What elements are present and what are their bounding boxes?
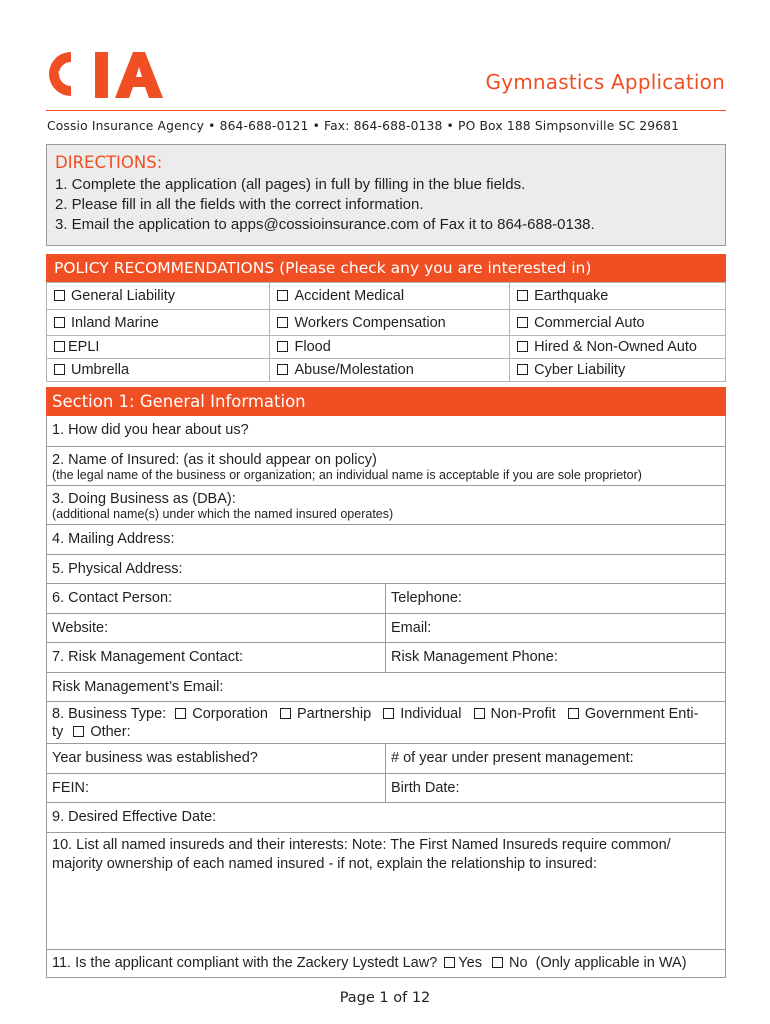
policy-recommendations-heading: POLICY RECOMMENDATIONS (Please check any you are interested in) — [46, 254, 726, 282]
checkbox-icon[interactable] — [517, 317, 528, 328]
checkbox-icon[interactable] — [54, 317, 65, 328]
checkbox-icon[interactable] — [517, 341, 528, 352]
checkbox-icon[interactable] — [54, 341, 65, 352]
header-divider — [46, 110, 726, 111]
checkbox-icon[interactable] — [517, 290, 528, 301]
risk-management-contact-field[interactable]: 7. Risk Management Contact: — [47, 643, 386, 672]
policy-option[interactable]: Commercial Auto — [510, 310, 726, 336]
dba-note: (additional name(s) under which the named insured operates) — [52, 507, 394, 521]
risk-management-phone-field[interactable]: Risk Management Phone: — [391, 649, 558, 665]
policy-option[interactable]: Inland Marine — [47, 310, 270, 336]
how-heard-field[interactable]: 1. How did you hear about us? — [52, 422, 249, 438]
direction-line: 3. Email the application to apps@cossioinsurance.com of Fax it to 864-688-0138. — [55, 216, 595, 233]
checkbox-icon[interactable] — [54, 364, 65, 375]
cia-logo — [47, 48, 179, 100]
checkbox-icon[interactable] — [568, 708, 579, 719]
effective-date-field[interactable]: 9. Desired Effective Date: — [52, 809, 217, 825]
business-type-government-cont: ty — [52, 724, 64, 740]
checkbox-icon[interactable] — [54, 290, 65, 301]
checkbox-icon[interactable] — [277, 290, 288, 301]
checkbox-icon[interactable] — [280, 708, 291, 719]
directions-box — [46, 144, 726, 246]
birth-date-field[interactable]: Birth Date: — [391, 780, 460, 796]
business-type-other: Other: — [90, 724, 131, 740]
policy-option[interactable]: Workers Compensation — [270, 310, 510, 336]
policy-option[interactable]: Abuse/Molestation — [270, 359, 510, 382]
checkbox-icon[interactable] — [277, 317, 288, 328]
lystedt-law-field — [47, 950, 725, 977]
fein-field[interactable]: FEIN: — [47, 774, 386, 802]
business-type-government: Government Enti- — [584, 706, 699, 722]
named-insureds-field[interactable] — [47, 833, 725, 949]
name-of-insured-field[interactable] — [47, 447, 725, 485]
direction-line: 2. Please fill in all the fields with the correct information. — [55, 196, 424, 213]
checkbox-icon[interactable] — [277, 364, 288, 375]
policy-option[interactable]: Accident Medical — [270, 283, 510, 310]
checkbox-icon[interactable] — [474, 708, 485, 719]
checkbox-icon[interactable] — [383, 708, 394, 719]
checkbox-icon[interactable] — [444, 957, 455, 968]
policy-option[interactable]: EPLI — [47, 336, 270, 359]
policy-option[interactable]: Hired & Non-Owned Auto — [510, 336, 726, 359]
policy-option[interactable]: Flood — [270, 336, 510, 359]
agency-contact-line: Cossio Insurance Agency • 864-688-0121 • Fax: 864-688-0138 • PO Box 188 Simpsonville SC 29681 — [47, 119, 680, 133]
policy-options-grid — [46, 282, 726, 382]
contact-person-field[interactable]: 6. Contact Person: — [47, 584, 386, 613]
years-management-field[interactable]: # of year under present management: — [391, 750, 634, 766]
policy-option[interactable]: Earthquake — [510, 283, 726, 310]
year-established-field[interactable]: Year business was established? — [47, 744, 386, 773]
business-type-field — [47, 702, 725, 743]
lystedt-no: No — [508, 955, 528, 971]
checkbox-icon[interactable] — [277, 341, 288, 352]
general-information-form — [46, 416, 726, 978]
policy-option[interactable]: Umbrella — [47, 359, 270, 382]
page-number: Page 1 of 12 — [339, 990, 431, 1006]
name-of-insured-label: 2. Name of Insured: (as it should appear on policy) — [52, 452, 377, 468]
business-type-partnership: Partnership — [297, 706, 372, 722]
mailing-address-field[interactable]: 4. Mailing Address: — [52, 531, 175, 547]
business-type-individual: Individual — [400, 706, 462, 722]
business-type-corporation: Corporation — [192, 706, 268, 722]
business-type-label: 8. Business Type: — [52, 706, 167, 722]
physical-address-field[interactable]: 5. Physical Address: — [52, 561, 183, 577]
lystedt-note: (Only applicable in WA) — [535, 955, 687, 971]
lystedt-yes: Yes — [458, 955, 482, 971]
checkbox-icon[interactable] — [73, 726, 84, 737]
telephone-field[interactable]: Telephone: — [391, 590, 462, 606]
section1-heading: Section 1: General Information — [46, 387, 726, 416]
named-insureds-label-2: majority ownership of each named insured - if not, explain the relationship to insured: — [52, 856, 597, 872]
checkbox-icon[interactable] — [492, 957, 503, 968]
dba-label: 3. Doing Business as (DBA): — [52, 491, 236, 507]
checkbox-icon[interactable] — [175, 708, 186, 719]
form-title: Gymnastics Application — [485, 70, 725, 94]
lystedt-law-question: 11. Is the applicant compliant with the Zackery Lystedt Law? — [52, 955, 438, 971]
svg-text:THE: THE — [58, 71, 78, 81]
risk-management-email-field[interactable]: Risk Management’s Email: — [52, 679, 224, 695]
business-type-non-profit: Non-Profit — [490, 706, 556, 722]
policy-option[interactable]: General Liability — [47, 283, 270, 310]
policy-option[interactable]: Cyber Liability — [510, 359, 726, 382]
email-field[interactable]: Email: — [391, 620, 432, 636]
direction-line: 1. Complete the application (all pages) in full by filling in the blue fields. — [55, 176, 526, 193]
named-insureds-label-1: 10. List all named insureds and their interests: Note: The First Named Insureds require common/ — [52, 837, 671, 853]
directions-title: DIRECTIONS: — [55, 153, 163, 172]
website-field[interactable]: Website: — [47, 614, 386, 642]
name-of-insured-note: (the legal name of the business or organization; an individual name is acceptable if you are sole proprietor) — [52, 468, 642, 482]
dba-field[interactable] — [47, 486, 725, 524]
checkbox-icon[interactable] — [517, 364, 528, 375]
